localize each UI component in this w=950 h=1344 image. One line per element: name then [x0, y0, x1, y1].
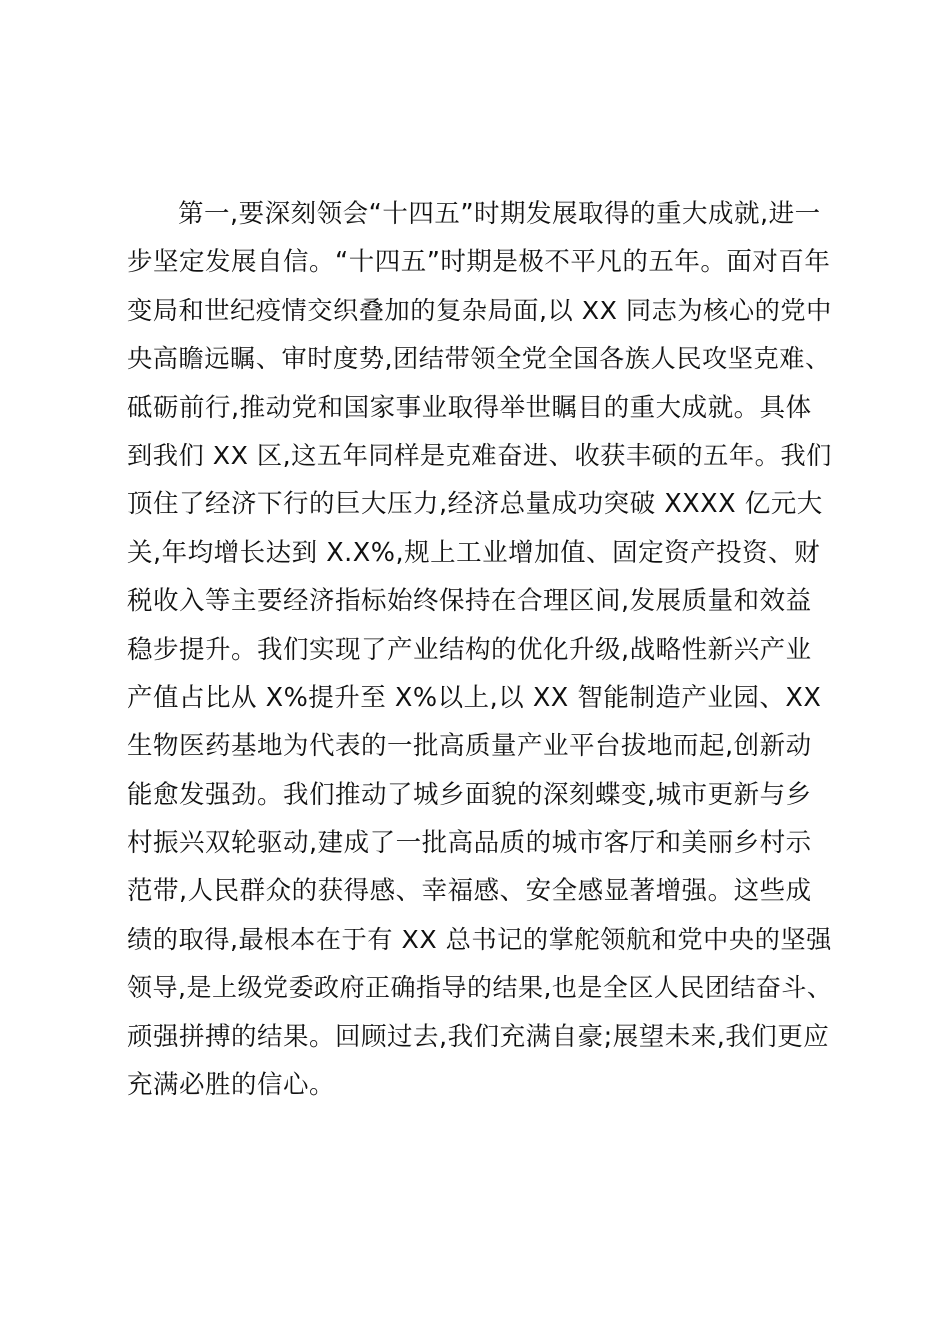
paragraph-line: 村振兴双轮驱动,建成了一批高品质的城市客厅和美丽乡村示 [127, 828, 812, 859]
paragraph-line: 稳步提升。我们实现了产业结构的优化升级,战略性新兴产业 [127, 634, 812, 665]
paragraph-line: 到我们 XX 区,这五年同样是克难奋进、收获丰硕的五年。我们 [127, 440, 832, 470]
paragraph-line: 顽强拼搏的结果。回顾过去,我们充满自豪;展望未来,我们更应 [127, 1021, 830, 1052]
paragraph-line: 砥砺前行,推动党和国家事业取得举世瞩目的重大成就。具体 [127, 392, 812, 423]
paragraph-line: 领导,是上级党委政府正确指导的结果,也是全区人民团结奋斗、 [127, 973, 833, 1003]
paragraph-line: 充满必胜的信心。 [127, 1070, 336, 1101]
body-paragraph [127, 190, 837, 1109]
paragraph-line: 绩的取得,最根本在于有 XX 总书记的掌舵领航和党中央的坚强 [127, 924, 832, 954]
paragraph-line: 税收入等主要经济指标始终保持在合理区间,发展质量和效益 [127, 586, 812, 617]
paragraph-line: 范带,人民群众的获得感、幸福感、安全感显著增强。这些成 [127, 876, 812, 907]
paragraph-line: 步坚定发展自信。“十四五”时期是极不平凡的五年。面对百年 [127, 247, 831, 278]
paragraph-line: 变局和世纪疫情交织叠加的复杂局面,以 XX 同志为核心的党中 [127, 295, 832, 325]
paragraph-line: 央高瞻远瞩、审时度势,团结带领全党全国各族人民攻坚克难、 [127, 344, 831, 374]
paragraph-line: 关,年均增长达到 X.X%,规上工业增加值、固定资产投资、财 [127, 537, 821, 568]
paragraph-line: 产值占比从 X%提升至 X%以上,以 XX 智能制造产业园、XX [127, 682, 822, 713]
paragraph-line: 顶住了经济下行的巨大压力,经济总量成功突破 XXXX 亿元大 [127, 489, 823, 520]
paragraph-line: 生物医药基地为代表的一批高质量产业平台拔地而起,创新动 [127, 731, 812, 762]
paragraph-line: 能愈发强劲。我们推动了城乡面貌的深刻蝶变,城市更新与乡 [127, 779, 812, 810]
paragraph-line: 第一,要深刻领会“十四五”时期发展取得的重大成就,进一 [178, 199, 821, 229]
